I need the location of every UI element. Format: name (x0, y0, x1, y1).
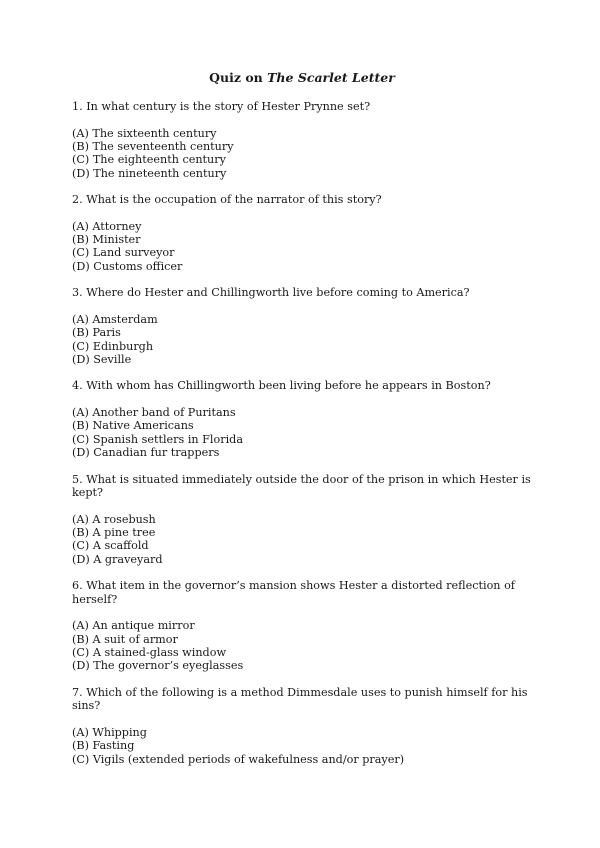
title-prefix: Quiz on (209, 70, 268, 85)
answer-option: (C) The eighteenth century (72, 153, 226, 167)
answer-option: (B) A pine tree (72, 525, 156, 539)
answer-option: (B) Native Americans (72, 419, 194, 433)
answer-option: (B) The seventeenth century (72, 139, 234, 153)
answer-option: (B) Fasting (72, 739, 135, 753)
answer-option: (B) Minister (72, 233, 141, 247)
answer-option: (D) A graveyard (72, 552, 163, 566)
answer-options (72, 726, 532, 766)
answer-option: (B) Paris (72, 326, 121, 340)
question-block-7 (72, 686, 532, 766)
answer-option: (C) Land surveyor (72, 246, 175, 260)
answer-options (72, 220, 532, 274)
question-block-5 (72, 473, 532, 567)
answer-options (72, 619, 532, 673)
answer-option: (C) A scaffold (72, 539, 149, 553)
question-block-6 (72, 579, 532, 673)
answer-option: (D) Canadian fur trappers (72, 446, 220, 460)
question-text: 4. With whom has Chillingworth been living before he appears in Boston? (72, 379, 491, 393)
answer-options (72, 313, 532, 367)
answer-option: (C) Vigils (extended periods of wakefulness and/or prayer) (72, 752, 405, 766)
question-block-2 (72, 193, 532, 273)
question-text: 7. Which of the following is a method Dimmesdale uses to punish himself for his sins? (72, 685, 528, 713)
question-text: 1. In what century is the story of Hester Prynne set? (72, 100, 371, 113)
answer-option: (B) A suit of armor (72, 632, 178, 646)
answer-option: (C) Spanish settlers in Florida (72, 432, 243, 446)
question-text: 3. Where do Hester and Chillingworth live before coming to America? (72, 286, 470, 300)
answer-options (72, 513, 532, 567)
answer-option: (C) Edinburgh (72, 339, 154, 353)
answer-option: (D) Seville (72, 352, 132, 366)
question-block-3 (72, 286, 532, 366)
answer-option: (D) The nineteenth century (72, 166, 227, 180)
answer-option: (C) A stained-glass window (72, 645, 227, 659)
answer-option: (A) Whipping (72, 725, 147, 739)
page-title (72, 70, 532, 85)
title-book-name: The Scarlet Letter (267, 70, 395, 85)
answer-option: (A) Amsterdam (72, 312, 158, 326)
answer-option: (D) Customs officer (72, 259, 183, 273)
answer-option: (A) The sixteenth century (72, 126, 217, 140)
quiz-page (72, 70, 532, 779)
question-text: 6. What item in the governor’s mansion shows Hester a distorted reflection of herself? (72, 579, 515, 606)
question-block-4 (72, 379, 532, 459)
question-text: 2. What is the occupation of the narrator of this story? (72, 193, 382, 207)
question-text: 5. What is situated immediately outside the door of the prison in which Hester is kept? (72, 472, 531, 499)
answer-option: (D) The governor’s eyeglasses (72, 659, 244, 673)
answer-options (72, 127, 532, 181)
answer-option: (A) An antique mirror (72, 619, 195, 633)
answer-options (72, 406, 532, 460)
question-block-1 (72, 100, 532, 180)
answer-option: (A) Attorney (72, 219, 142, 233)
answer-option: (A) A rosebush (72, 512, 156, 526)
answer-option: (A) Another band of Puritans (72, 405, 236, 419)
